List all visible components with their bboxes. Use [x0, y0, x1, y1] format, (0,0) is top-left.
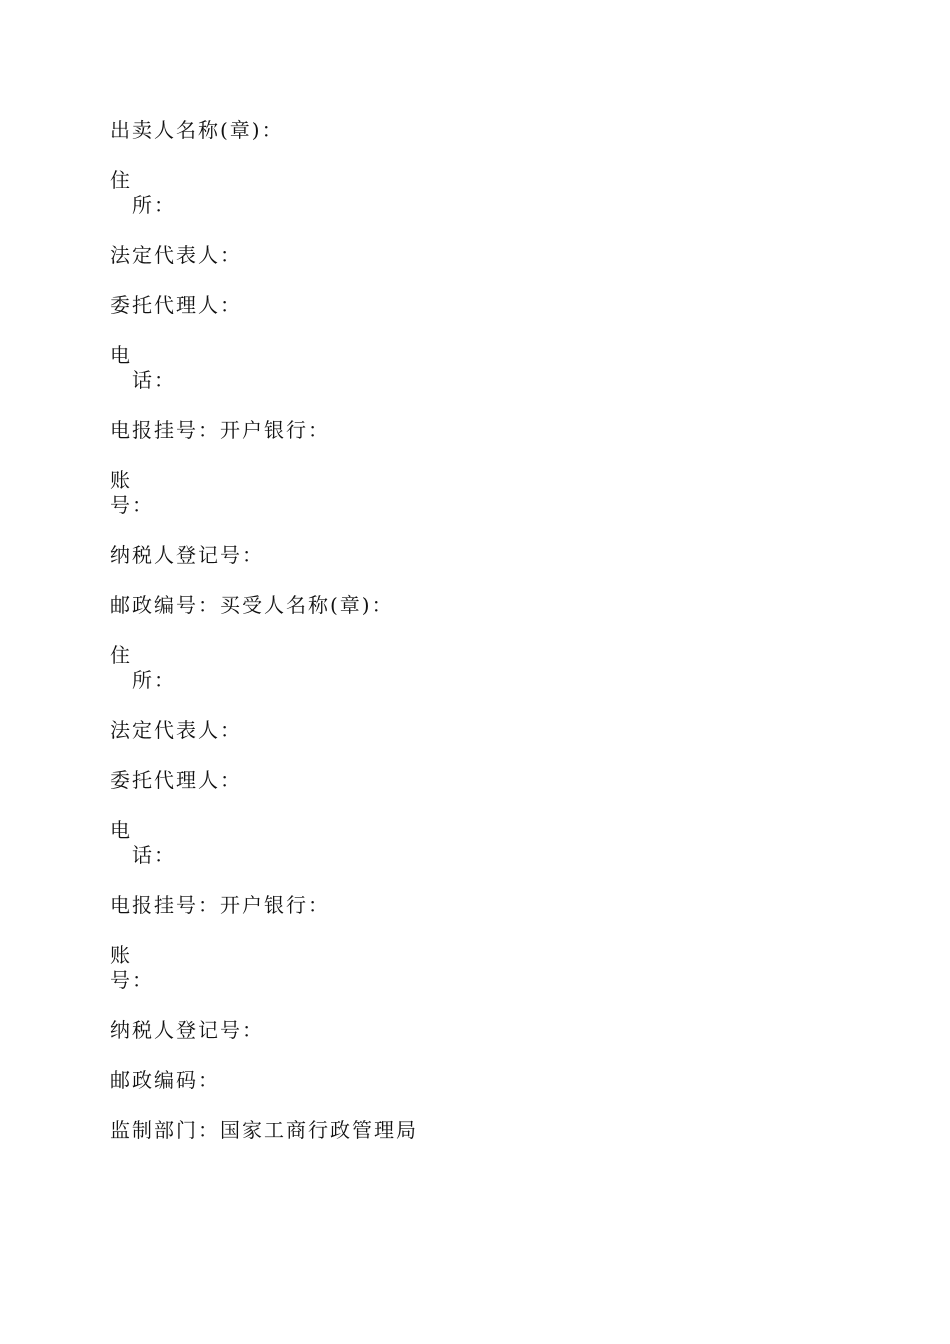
buyer-legal-rep-field: [110, 718, 870, 743]
buyer-tax-id-field: [110, 1018, 870, 1043]
buyer-telegraph-bank-field: [110, 893, 870, 918]
seller-phone-label-part2: 话：: [132, 368, 176, 392]
buyer-address-field: [110, 643, 870, 693]
seller-tax-id-field: [110, 543, 870, 568]
seller-phone-label-part1: 电: [110, 343, 132, 367]
seller-name-field: [110, 118, 870, 143]
seller-telegraph-bank-label: 电报挂号：开户银行：: [110, 418, 330, 442]
buyer-tax-id-label: 纳税人登记号：: [110, 1018, 264, 1042]
seller-agent-field: [110, 293, 870, 318]
seller-account-field: [110, 468, 870, 518]
contract-signature-section: [110, 118, 870, 1168]
seller-tax-id-label: 纳税人登记号：: [110, 543, 264, 567]
buyer-postal-label: 邮政编码：: [110, 1068, 220, 1092]
buyer-legal-rep-label: 法定代表人：: [110, 718, 242, 742]
supervisor-label: 监制部门：国家工商行政管理局: [110, 1118, 418, 1142]
seller-agent-label: 委托代理人：: [110, 293, 242, 317]
seller-postal-buyer-name-label: 邮政编号：买受人名称(章)：: [110, 593, 394, 617]
buyer-telegraph-bank-label: 电报挂号：开户银行：: [110, 893, 330, 917]
buyer-account-label-part1: 账: [110, 943, 132, 967]
buyer-postal-field: [110, 1068, 870, 1093]
buyer-account-field: [110, 943, 870, 993]
buyer-address-label-part1: 住: [110, 643, 132, 667]
buyer-phone-label-part2: 话：: [132, 843, 176, 867]
seller-phone-field: [110, 343, 870, 393]
buyer-account-label-part2: 号：: [110, 968, 154, 992]
seller-telegraph-bank-field: [110, 418, 870, 443]
buyer-phone-field: [110, 818, 870, 868]
seller-address-label-part2: 所：: [132, 193, 176, 217]
buyer-agent-label: 委托代理人：: [110, 768, 242, 792]
seller-legal-rep-field: [110, 243, 870, 268]
seller-name-label: 出卖人名称(章)：: [110, 118, 284, 142]
buyer-phone-label-part1: 电: [110, 818, 132, 842]
seller-address-label-part1: 住: [110, 168, 132, 192]
seller-legal-rep-label: 法定代表人：: [110, 243, 242, 267]
supervisor-field: [110, 1118, 870, 1143]
seller-postal-buyer-name-field: [110, 593, 870, 618]
buyer-address-label-part2: 所：: [132, 668, 176, 692]
seller-address-field: [110, 168, 870, 218]
seller-account-label-part2: 号：: [110, 493, 154, 517]
buyer-agent-field: [110, 768, 870, 793]
seller-account-label-part1: 账: [110, 468, 132, 492]
